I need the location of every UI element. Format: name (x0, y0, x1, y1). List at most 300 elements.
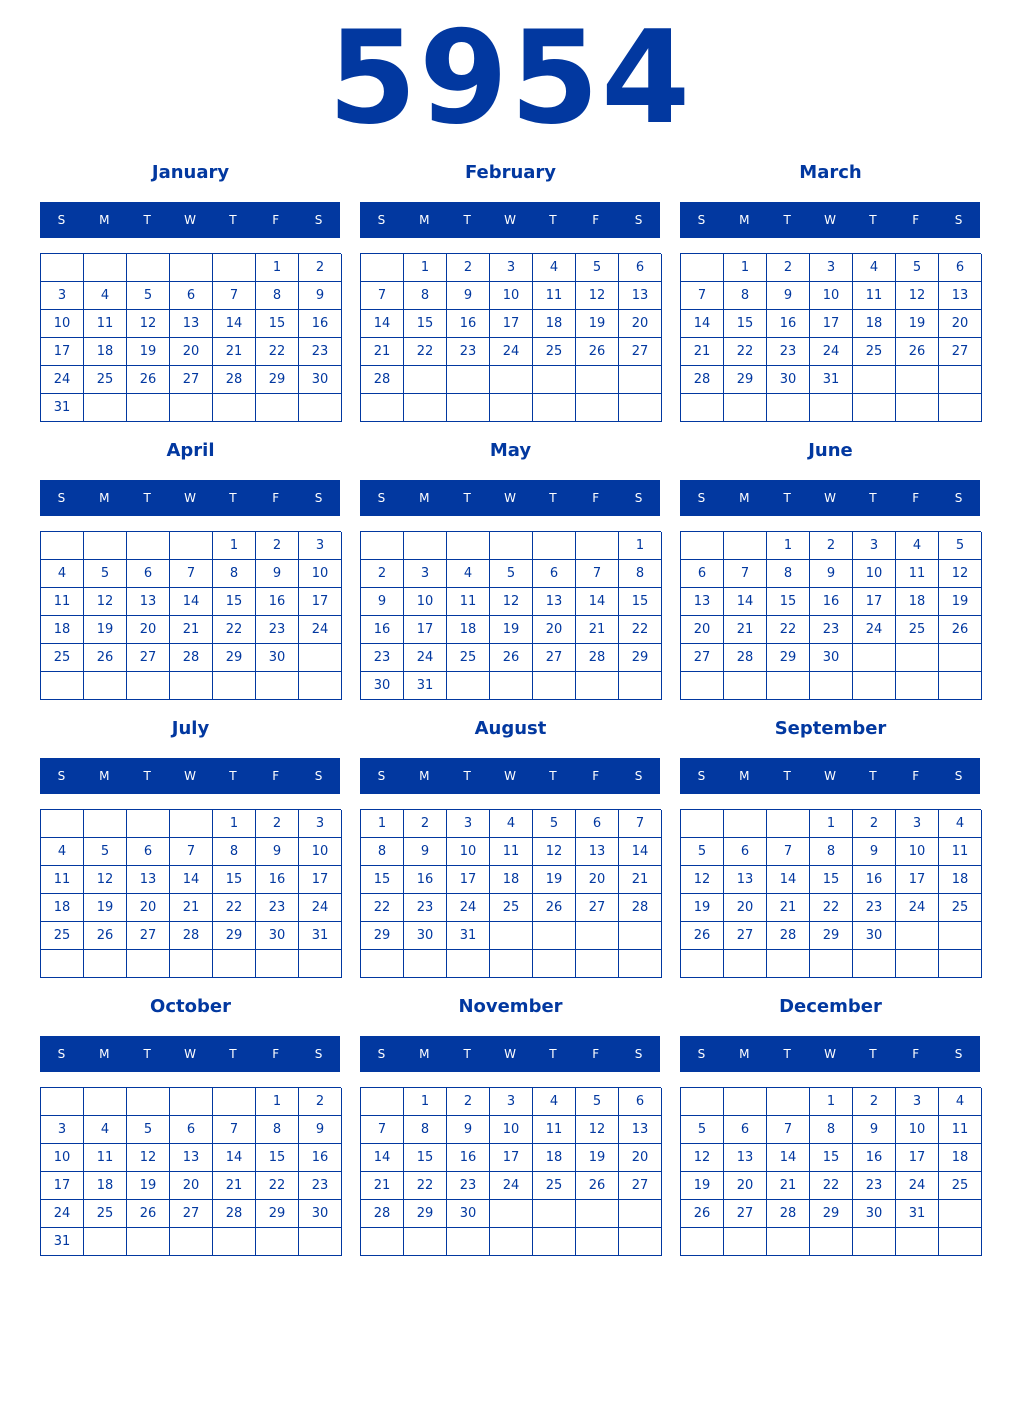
day-cell: 15 (256, 310, 299, 338)
day-cell: 29 (256, 1200, 299, 1228)
day-cell: 21 (170, 894, 213, 922)
day-cell: 19 (127, 1172, 170, 1200)
day-cell: 26 (127, 1200, 170, 1228)
day-cell: 29 (361, 922, 404, 950)
day-cell: 13 (681, 588, 724, 616)
day-cell: 15 (810, 1144, 853, 1172)
day-cell: 6 (619, 254, 662, 282)
day-cell: 14 (361, 310, 404, 338)
empty-day-cell (256, 1228, 299, 1256)
day-cell: 30 (853, 922, 896, 950)
empty-day-cell (170, 394, 213, 422)
empty-day-cell (939, 950, 982, 978)
empty-day-cell (404, 1228, 447, 1256)
day-cell: 8 (619, 560, 662, 588)
empty-day-cell (619, 394, 662, 422)
day-cell: 11 (939, 838, 982, 866)
weekday-header-bar (40, 1036, 340, 1072)
day-cell: 15 (361, 866, 404, 894)
day-cell: 9 (299, 282, 342, 310)
weekday-header: S (634, 1047, 643, 1061)
day-cell: 12 (681, 866, 724, 894)
day-cell: 15 (767, 588, 810, 616)
empty-day-cell (939, 644, 982, 672)
empty-day-cell (576, 532, 619, 560)
day-cell: 15 (619, 588, 662, 616)
empty-day-cell (896, 366, 939, 394)
day-cell: 24 (404, 644, 447, 672)
weekday-header: S (377, 491, 386, 505)
day-cell: 5 (576, 254, 619, 282)
day-cell: 6 (681, 560, 724, 588)
weekday-header: F (272, 1047, 280, 1061)
day-cell: 30 (256, 922, 299, 950)
weekday-header: T (869, 1047, 877, 1061)
day-cell: 18 (939, 1144, 982, 1172)
day-cell: 15 (724, 310, 767, 338)
weekday-header: W (504, 1047, 516, 1061)
day-cell: 17 (896, 1144, 939, 1172)
day-cell: 1 (213, 532, 256, 560)
empty-day-cell (767, 672, 810, 700)
empty-day-cell (41, 532, 84, 560)
empty-day-cell (853, 1228, 896, 1256)
day-cell: 9 (447, 1116, 490, 1144)
weekday-header: S (634, 491, 643, 505)
day-cell: 28 (576, 644, 619, 672)
day-cell: 22 (810, 1172, 853, 1200)
empty-day-cell (681, 1088, 724, 1116)
day-cell: 20 (170, 338, 213, 366)
day-cell: 11 (533, 282, 576, 310)
empty-day-cell (681, 810, 724, 838)
day-cell: 16 (361, 616, 404, 644)
weekday-header: S (634, 213, 643, 227)
weekday-header: W (824, 213, 836, 227)
day-cell: 29 (810, 1200, 853, 1228)
empty-day-cell (576, 1200, 619, 1228)
day-cell: 24 (299, 894, 342, 922)
day-cell: 2 (256, 810, 299, 838)
day-cell: 14 (213, 1144, 256, 1172)
empty-day-cell (127, 1228, 170, 1256)
day-cell: 31 (447, 922, 490, 950)
empty-day-cell (41, 810, 84, 838)
day-cell: 16 (767, 310, 810, 338)
day-cell: 21 (767, 894, 810, 922)
day-cell: 21 (170, 616, 213, 644)
weekday-header: S (634, 769, 643, 783)
day-cell: 30 (767, 366, 810, 394)
day-cell: 28 (619, 894, 662, 922)
empty-day-cell (533, 1200, 576, 1228)
empty-day-cell (767, 1088, 810, 1116)
day-cell: 8 (213, 560, 256, 588)
weekday-header: S (377, 1047, 386, 1061)
empty-day-cell (127, 950, 170, 978)
empty-day-cell (853, 950, 896, 978)
day-cell: 9 (767, 282, 810, 310)
weekday-header: T (783, 213, 791, 227)
day-cell: 9 (447, 282, 490, 310)
day-cell: 8 (767, 560, 810, 588)
day-cell: 25 (896, 616, 939, 644)
day-cell: 31 (299, 922, 342, 950)
empty-day-cell (896, 672, 939, 700)
day-cell: 8 (361, 838, 404, 866)
day-cell: 3 (447, 810, 490, 838)
day-cell: 30 (299, 1200, 342, 1228)
day-cell: 4 (853, 254, 896, 282)
day-cell: 4 (84, 282, 127, 310)
weekday-header: T (143, 491, 151, 505)
empty-day-cell (447, 394, 490, 422)
day-cell: 27 (724, 922, 767, 950)
empty-day-cell (490, 922, 533, 950)
day-cell: 24 (41, 1200, 84, 1228)
day-cell: 7 (619, 810, 662, 838)
weekday-header: S (697, 213, 706, 227)
day-cell: 6 (939, 254, 982, 282)
day-cell: 28 (170, 922, 213, 950)
empty-day-cell (84, 950, 127, 978)
day-cell: 2 (853, 1088, 896, 1116)
day-cell: 17 (490, 310, 533, 338)
day-cell: 19 (681, 894, 724, 922)
weekday-header: T (869, 213, 877, 227)
weekday-header: M (419, 491, 430, 505)
weekday-header: F (912, 491, 920, 505)
empty-day-cell (681, 532, 724, 560)
empty-day-cell (681, 1228, 724, 1256)
day-cell: 27 (127, 922, 170, 950)
day-cell: 19 (896, 310, 939, 338)
empty-day-cell (681, 950, 724, 978)
day-cell: 6 (619, 1088, 662, 1116)
empty-day-cell (896, 922, 939, 950)
day-cell: 13 (939, 282, 982, 310)
day-cell: 8 (810, 1116, 853, 1144)
day-cell: 14 (576, 588, 619, 616)
day-cell: 6 (170, 1116, 213, 1144)
day-cell: 7 (767, 1116, 810, 1144)
empty-day-cell (810, 672, 853, 700)
day-cell: 14 (361, 1144, 404, 1172)
day-cell: 26 (490, 644, 533, 672)
day-cell: 13 (127, 866, 170, 894)
day-cell: 7 (361, 282, 404, 310)
weekday-header: W (824, 769, 836, 783)
day-cell: 11 (41, 866, 84, 894)
day-cell: 20 (127, 894, 170, 922)
day-cell: 10 (447, 838, 490, 866)
empty-day-cell (447, 950, 490, 978)
day-cell: 3 (299, 532, 342, 560)
empty-day-cell (724, 810, 767, 838)
empty-day-cell (256, 394, 299, 422)
day-cell: 9 (404, 838, 447, 866)
day-cell: 16 (299, 310, 342, 338)
empty-day-cell (213, 254, 256, 282)
day-cell: 13 (619, 1116, 662, 1144)
day-cell: 12 (576, 1116, 619, 1144)
empty-day-cell (127, 1088, 170, 1116)
day-cell: 4 (490, 810, 533, 838)
weekday-header-bar (680, 1036, 980, 1072)
empty-day-cell (299, 672, 342, 700)
weekday-header: T (869, 491, 877, 505)
empty-day-cell (939, 1200, 982, 1228)
day-cell: 26 (84, 922, 127, 950)
day-cell: 7 (170, 560, 213, 588)
empty-day-cell (170, 1088, 213, 1116)
day-cell: 30 (361, 672, 404, 700)
day-cell: 30 (256, 644, 299, 672)
empty-day-cell (84, 254, 127, 282)
day-cell: 5 (84, 560, 127, 588)
day-cell: 19 (84, 616, 127, 644)
day-cell: 21 (724, 616, 767, 644)
weekday-header: W (504, 491, 516, 505)
day-cell: 5 (576, 1088, 619, 1116)
day-cell: 19 (939, 588, 982, 616)
day-cell: 15 (256, 1144, 299, 1172)
day-cell: 17 (896, 866, 939, 894)
day-cell: 13 (724, 866, 767, 894)
day-cell: 1 (361, 810, 404, 838)
weekday-header-bar (360, 202, 660, 238)
day-cell: 18 (939, 866, 982, 894)
day-cell: 7 (170, 838, 213, 866)
empty-day-cell (127, 254, 170, 282)
day-grid (360, 809, 661, 978)
day-cell: 1 (724, 254, 767, 282)
day-cell: 18 (490, 866, 533, 894)
month-name: January (151, 162, 230, 183)
empty-day-cell (619, 366, 662, 394)
empty-day-cell (299, 394, 342, 422)
day-cell: 13 (170, 310, 213, 338)
day-cell: 3 (41, 1116, 84, 1144)
day-cell: 28 (724, 644, 767, 672)
empty-day-cell (896, 394, 939, 422)
day-cell: 29 (619, 644, 662, 672)
weekday-header: M (99, 213, 110, 227)
day-cell: 5 (896, 254, 939, 282)
empty-day-cell (533, 366, 576, 394)
day-cell: 14 (213, 310, 256, 338)
empty-day-cell (361, 1228, 404, 1256)
day-cell: 5 (681, 1116, 724, 1144)
day-cell: 17 (447, 866, 490, 894)
day-cell: 30 (299, 366, 342, 394)
day-cell: 18 (84, 1172, 127, 1200)
day-cell: 7 (213, 1116, 256, 1144)
day-cell: 14 (170, 588, 213, 616)
day-cell: 17 (299, 866, 342, 894)
empty-day-cell (681, 394, 724, 422)
day-cell: 17 (41, 1172, 84, 1200)
weekday-header: M (739, 1047, 750, 1061)
day-cell: 20 (681, 616, 724, 644)
weekday-header: M (99, 1047, 110, 1061)
empty-day-cell (404, 532, 447, 560)
weekday-header: T (463, 491, 471, 505)
day-cell: 25 (84, 366, 127, 394)
day-cell: 13 (724, 1144, 767, 1172)
day-cell: 21 (681, 338, 724, 366)
weekday-header: T (143, 769, 151, 783)
day-cell: 2 (404, 810, 447, 838)
day-cell: 4 (447, 560, 490, 588)
day-cell: 11 (853, 282, 896, 310)
day-grid (680, 809, 981, 978)
day-cell: 1 (404, 254, 447, 282)
day-cell: 9 (853, 838, 896, 866)
empty-day-cell (810, 394, 853, 422)
day-cell: 10 (490, 1116, 533, 1144)
day-cell: 3 (896, 1088, 939, 1116)
day-cell: 26 (576, 1172, 619, 1200)
day-cell: 11 (447, 588, 490, 616)
weekday-header: T (549, 213, 557, 227)
empty-day-cell (84, 1228, 127, 1256)
day-cell: 14 (724, 588, 767, 616)
empty-day-cell (724, 950, 767, 978)
day-cell: 1 (619, 532, 662, 560)
day-cell: 26 (681, 1200, 724, 1228)
day-grid (40, 809, 341, 978)
day-cell: 22 (256, 1172, 299, 1200)
day-cell: 12 (939, 560, 982, 588)
day-cell: 29 (213, 922, 256, 950)
day-cell: 9 (853, 1116, 896, 1144)
day-cell: 15 (213, 866, 256, 894)
empty-day-cell (939, 366, 982, 394)
weekday-header: F (272, 213, 280, 227)
day-cell: 11 (896, 560, 939, 588)
day-cell: 20 (576, 866, 619, 894)
weekday-header-bar (360, 758, 660, 794)
empty-day-cell (127, 810, 170, 838)
day-cell: 23 (256, 616, 299, 644)
weekday-header: F (592, 769, 600, 783)
day-cell: 16 (853, 866, 896, 894)
weekday-header: F (912, 1047, 920, 1061)
day-cell: 27 (170, 1200, 213, 1228)
day-cell: 24 (896, 894, 939, 922)
day-cell: 7 (724, 560, 767, 588)
empty-day-cell (256, 672, 299, 700)
day-cell: 16 (447, 1144, 490, 1172)
weekday-header: S (954, 769, 963, 783)
weekday-header: M (739, 213, 750, 227)
day-cell: 15 (404, 1144, 447, 1172)
day-cell: 31 (810, 366, 853, 394)
day-cell: 23 (810, 616, 853, 644)
empty-day-cell (404, 394, 447, 422)
day-cell: 17 (299, 588, 342, 616)
empty-day-cell (619, 672, 662, 700)
day-cell: 13 (576, 838, 619, 866)
day-cell: 3 (490, 254, 533, 282)
day-cell: 10 (41, 1144, 84, 1172)
day-grid (680, 253, 981, 422)
day-cell: 29 (810, 922, 853, 950)
weekday-header: T (229, 1047, 237, 1061)
day-cell: 21 (213, 1172, 256, 1200)
day-cell: 25 (939, 1172, 982, 1200)
day-cell: 1 (256, 254, 299, 282)
day-cell: 9 (810, 560, 853, 588)
day-cell: 2 (361, 560, 404, 588)
day-cell: 29 (767, 644, 810, 672)
weekday-header: T (463, 1047, 471, 1061)
weekday-header: S (377, 769, 386, 783)
empty-day-cell (84, 1088, 127, 1116)
day-cell: 22 (361, 894, 404, 922)
empty-day-cell (576, 950, 619, 978)
day-cell: 23 (299, 338, 342, 366)
day-cell: 28 (170, 644, 213, 672)
empty-day-cell (533, 672, 576, 700)
day-cell: 16 (810, 588, 853, 616)
day-cell: 19 (576, 1144, 619, 1172)
empty-day-cell (127, 672, 170, 700)
empty-day-cell (404, 366, 447, 394)
empty-day-cell (170, 1228, 213, 1256)
day-cell: 22 (724, 338, 767, 366)
day-cell: 11 (533, 1116, 576, 1144)
empty-day-cell (213, 394, 256, 422)
weekday-header: S (57, 1047, 66, 1061)
day-cell: 10 (810, 282, 853, 310)
weekday-header: T (229, 491, 237, 505)
day-cell: 27 (533, 644, 576, 672)
day-cell: 20 (533, 616, 576, 644)
day-cell: 14 (767, 1144, 810, 1172)
day-cell: 10 (853, 560, 896, 588)
empty-day-cell (299, 950, 342, 978)
weekday-header: T (463, 769, 471, 783)
day-cell: 13 (127, 588, 170, 616)
empty-day-cell (170, 950, 213, 978)
day-cell: 22 (213, 894, 256, 922)
day-cell: 27 (576, 894, 619, 922)
day-cell: 25 (939, 894, 982, 922)
day-cell: 16 (256, 866, 299, 894)
empty-day-cell (84, 532, 127, 560)
day-cell: 10 (299, 560, 342, 588)
day-cell: 17 (404, 616, 447, 644)
day-cell: 25 (41, 644, 84, 672)
month-name: December (779, 996, 882, 1017)
day-cell: 13 (619, 282, 662, 310)
weekday-header: F (592, 1047, 600, 1061)
day-cell: 21 (767, 1172, 810, 1200)
weekday-header: M (99, 769, 110, 783)
month-name: March (799, 162, 862, 183)
day-cell: 23 (853, 894, 896, 922)
day-cell: 12 (896, 282, 939, 310)
day-cell: 10 (299, 838, 342, 866)
empty-day-cell (127, 532, 170, 560)
day-cell: 12 (681, 1144, 724, 1172)
weekday-header: S (57, 769, 66, 783)
day-cell: 28 (767, 922, 810, 950)
month-name: June (808, 440, 853, 461)
day-cell: 10 (896, 1116, 939, 1144)
